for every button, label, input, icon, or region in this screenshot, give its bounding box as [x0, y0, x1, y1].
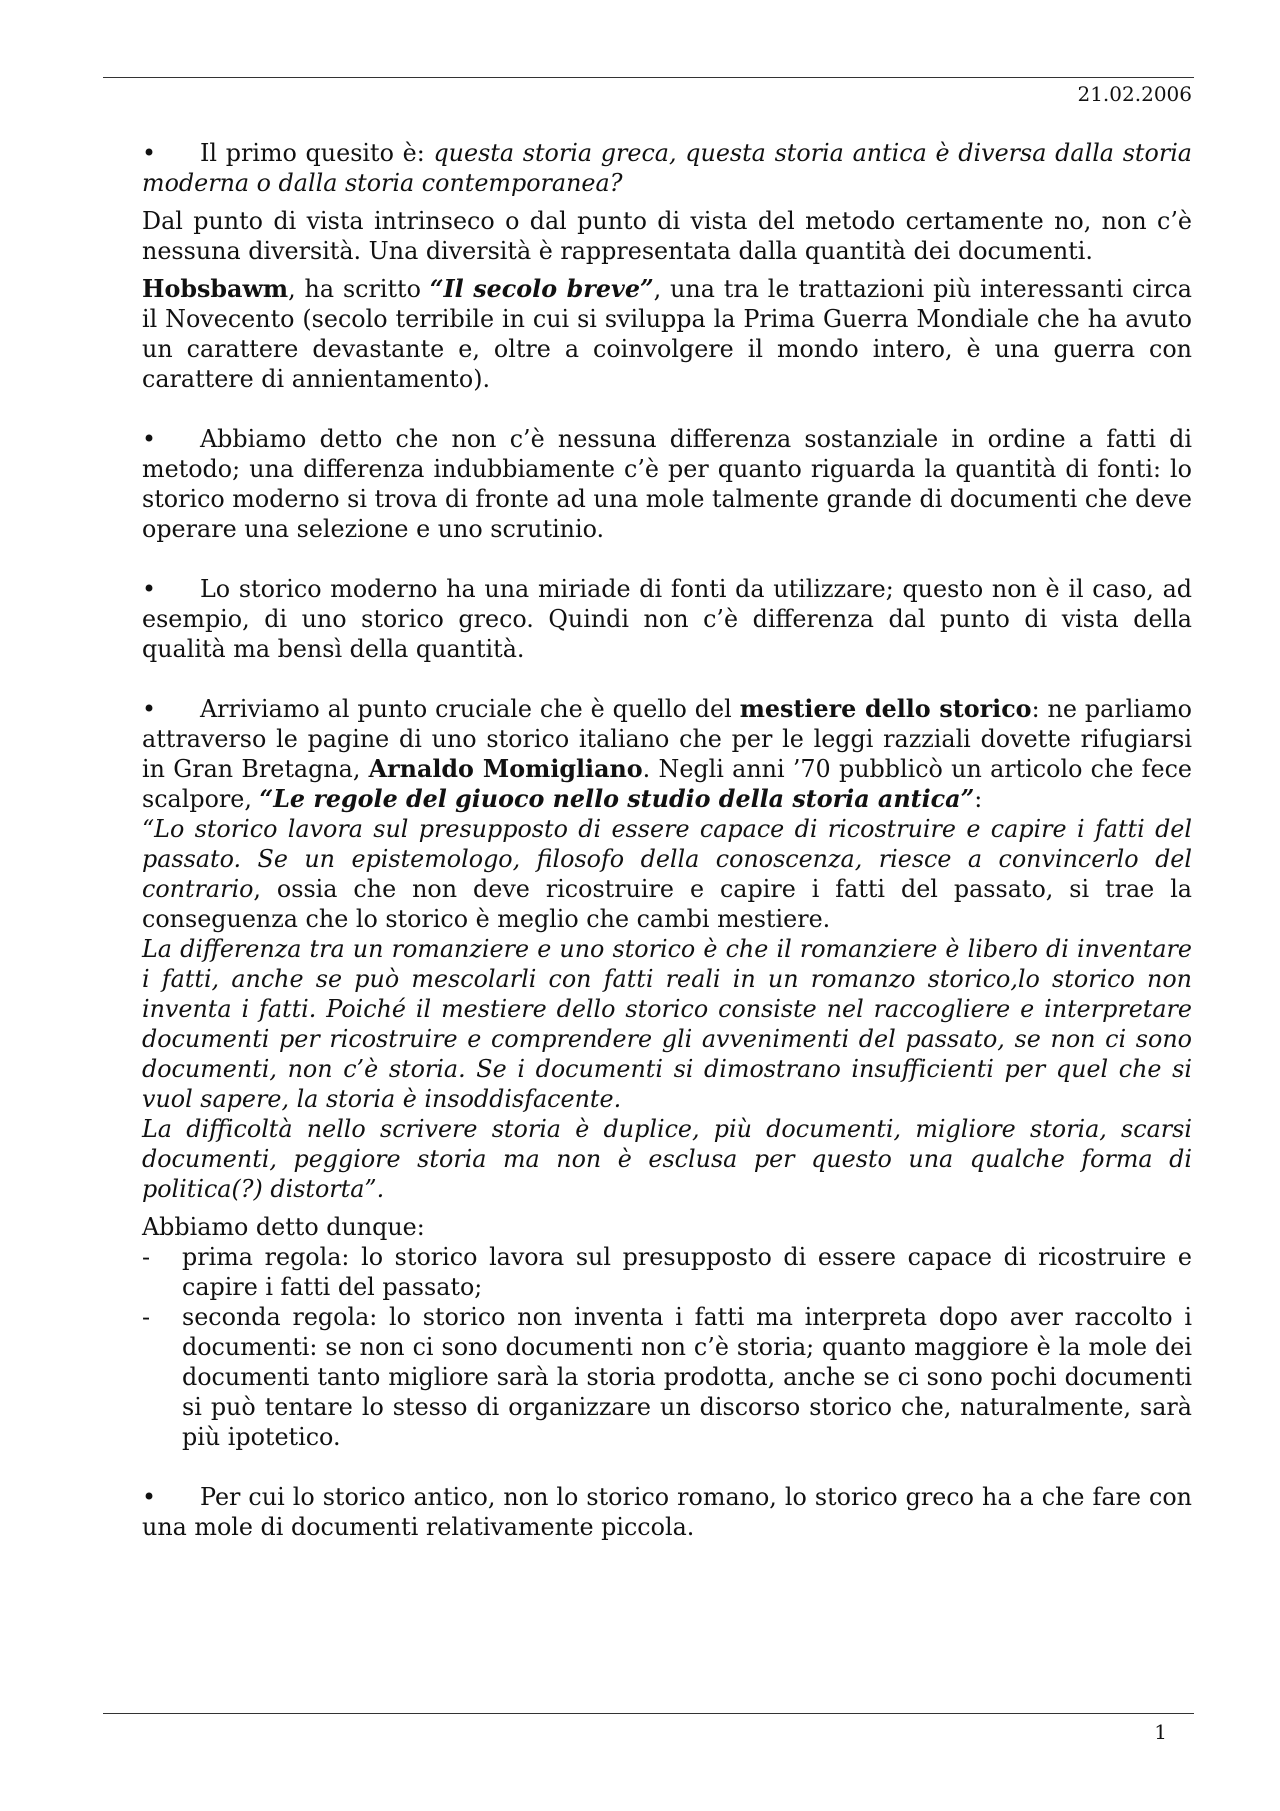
author-name-hobsbawm: Hobsbawm — [142, 275, 289, 303]
header-rule — [103, 77, 1194, 78]
paragraph-method: Dal punto di vista intrinseco o dal punto di vista del metodo certamente no, non c’è nessuna diversità. Una diversità è rappresentata dalla quantità dei documenti. — [142, 207, 1192, 265]
rule-text: seconda regola: lo storico non inventa i fatti ma interpreta dopo aver raccolto i documenti: se non ci sono documenti non c’è storia; quanto maggiore è la mole dei documenti tanto migliore sarà la storia prodotta, anche se ci sono pochi documenti si può tentare lo stesso di organizzare un discorso storico che, naturalmente, sarà più ipotetico. — [182, 1303, 1192, 1451]
quote-paragraph-3: La difficoltà nello scrivere storia è duplice, più documenti, migliore storia, scarsi documenti, peggiore storia ma non è esclusa per questo una qualche forma di politica(?) distorta”. — [142, 1115, 1192, 1203]
bullet-text: Lo storico moderno ha una miriade di fonti da utilizzare; questo non è il caso, ad esempio, di uno storico greco. Quindi non c’è differenza dal punto di vista della qualità ma bensì della quantità. — [142, 575, 1192, 663]
article-title-regole: “Le regole del giuoco nello studio della storia antica” — [259, 785, 975, 813]
dash-marker: - — [142, 1243, 151, 1271]
mestiere-text-2: : ne parliamo attraverso le pagine di uno storico italiano che per le leggi razziali dovette rifugiarsi in Gran Bretagna, — [142, 695, 1192, 783]
term-mestiere-dello-storico: mestiere dello storico — [739, 695, 1032, 723]
question-intro: Il primo quesito è: — [200, 139, 434, 167]
dash-marker: - — [142, 1303, 151, 1331]
quote-paragraph-1 — [142, 814, 1192, 934]
header-date: 21.02.2006 — [1077, 82, 1192, 106]
list-item — [142, 1242, 1192, 1302]
hobsbawm-text-1: , ha scritto — [288, 275, 430, 303]
bullet-paragraph-ancient-historian — [142, 1482, 1192, 1542]
quote-italic-1: “Lo storico lavora sul presupposto di essere capace di ricostruire e capire i fatti del passato. Se un epistemologo, filosofo della conoscenza, riesce a convincerlo del contrario — [142, 815, 1192, 903]
list-item — [142, 1302, 1192, 1452]
bullet-paragraph-mestiere — [142, 694, 1192, 814]
bullet-icon: • — [142, 425, 157, 453]
mestiere-text-1: Arriviamo al punto cruciale che è quello del — [200, 695, 740, 723]
bullet-text: Abbiamo detto che non c’è nessuna differenza sostanziale in ordine a fatti di metodo; una differenza indubbiamente c’è per quanto riguarda la quantità di fonti: lo storico moderno si trova di fronte ad una mole talmente grande di documenti che deve operare una selezione e uno scrutinio. — [142, 425, 1192, 543]
mestiere-text-3: . Negli anni ’70 pubblicò un articolo che fece scalpore, — [142, 755, 1192, 813]
bullet-text: Per cui lo storico antico, non lo storico romano, lo storico greco ha a che fare con una mole di documenti relativamente piccola. — [142, 1483, 1192, 1541]
bullet-paragraph-method-difference — [142, 424, 1192, 544]
page-number: 1 — [1154, 1720, 1167, 1744]
quote-plain-1: , ossia che non deve ricostruire e capire i fatti del passato, si trae la conseguenza che lo storico è meglio che cambi mestiere. — [142, 875, 1192, 933]
bullet-icon: • — [142, 1483, 157, 1511]
bullet-paragraph-sources — [142, 574, 1192, 664]
hobsbawm-text-2: , una tra le trattazioni più interessanti circa il Novecento (secolo terribile in cui si sviluppa la Prima Guerra Mondiale che ha avuto un carattere devastante e, oltre a coinvolgere il mondo intero, è una guerra con carattere di annientamento). — [142, 275, 1192, 393]
rule-text: prima regola: lo storico lavora sul presupposto di essere capace di ricostruire e capire i fatti del passato; — [182, 1243, 1192, 1301]
question-text: questa storia greca, questa storia antica è diversa dalla storia moderna o dalla storia contemporanea? — [142, 139, 1192, 197]
book-title-secolo-breve: “Il secolo breve” — [429, 275, 654, 303]
mestiere-text-4: : — [974, 785, 983, 813]
bullet-icon: • — [142, 139, 157, 167]
author-name-momigliano: Arnaldo Momigliano — [368, 755, 643, 783]
rules-list — [142, 1242, 1192, 1452]
bullet-icon: • — [142, 575, 157, 603]
footer-rule — [103, 1713, 1194, 1714]
bullet-paragraph-question — [142, 138, 1192, 198]
paragraph-hobsbawm — [142, 274, 1192, 394]
summary-intro: Abbiamo detto dunque: — [142, 1213, 425, 1241]
quote-paragraph-2: La differenza tra un romanziere e uno storico è che il romanziere è libero di inventare i fatti, anche se può mescolarli con fatti reali in un romanzo storico,lo storico non inventa i fatti. Poiché il mestiere dello storico consiste nel raccogliere e interpretare documenti per ricostruire e comprendere gli avvenimenti del passato, se non ci sono documenti, non c’è storia. Se i documenti si dimostrano insufficienti per quel che si vuol sapere, la storia è insoddisfacente. — [142, 935, 1192, 1113]
document-body — [142, 138, 1192, 1542]
bullet-icon: • — [142, 695, 157, 723]
